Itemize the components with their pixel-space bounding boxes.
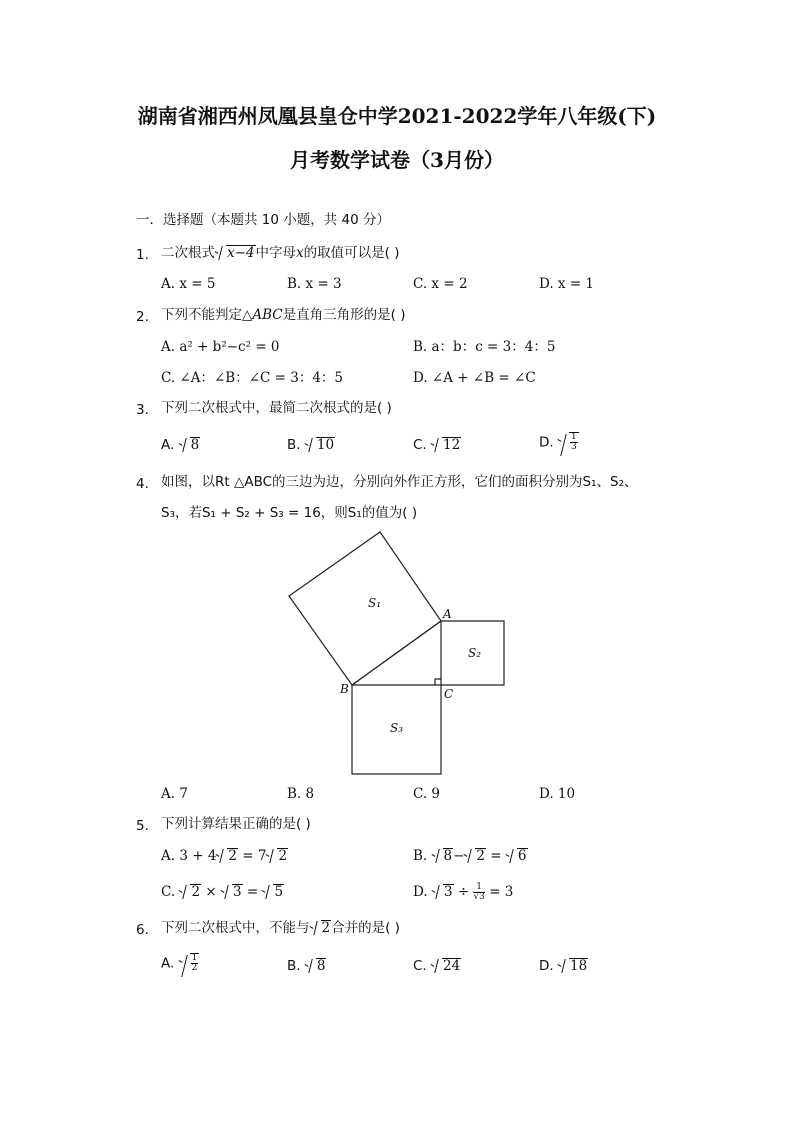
pythagoras-squares-figure (280, 525, 520, 780)
stem-text: 中字母 (255, 245, 297, 261)
question-stem: 下列计算结果正确的是( ) (161, 816, 311, 832)
label-s2: S₂ (468, 646, 482, 660)
option-label: C. (413, 958, 427, 974)
label-a: A (443, 607, 452, 621)
radicand: x−4 (227, 245, 255, 261)
triangle-label: △ABC (242, 307, 283, 323)
operator: = 7 (238, 848, 267, 864)
option-a[interactable] (161, 847, 288, 865)
option-d[interactable]: D. ∠A + ∠B = ∠C (413, 370, 536, 386)
radicand: 2 (321, 920, 331, 936)
option-b[interactable] (413, 847, 528, 865)
sqrt-expression (431, 436, 461, 454)
option-b[interactable] (287, 436, 335, 454)
operator: × (201, 884, 221, 900)
option-a[interactable] (161, 436, 200, 454)
option-a[interactable]: A. a² + b²−c² = 0 (161, 339, 280, 355)
question-number: 3. (136, 402, 149, 418)
stem-text: 合并的是( ) (331, 920, 400, 936)
radicand: 3 (232, 884, 242, 900)
sqrt-expression (431, 957, 461, 975)
operator: = (486, 848, 506, 864)
operator: ÷ (453, 884, 474, 900)
option-c[interactable] (161, 883, 284, 901)
radicand: 2 (191, 884, 201, 900)
option-c[interactable] (413, 957, 461, 975)
sqrt-expression (179, 883, 201, 901)
radicand: 8 (443, 848, 453, 864)
question-stem (161, 919, 400, 937)
option-d[interactable]: D. 10 (539, 786, 576, 802)
radicand: 3 (443, 884, 453, 900)
label-b: B (340, 682, 349, 696)
question-stem: 下列二次根式中，最简二次根式的是( ) (161, 400, 392, 416)
question-stem-line1: 如图，以Rt △ABC的三边为边，分别向外作正方形，它们的面积分别为S₁、S₂、 (161, 474, 638, 490)
denominator: 2 (191, 963, 198, 973)
stem-text: 是直角三角形的是( ) (282, 307, 406, 323)
radicand: 2 (278, 848, 288, 864)
sqrt-expression (305, 436, 335, 454)
option-label: C. (161, 884, 176, 900)
radicand: 6 (517, 848, 527, 864)
radicand: 5 (274, 884, 284, 900)
sqrt-expression (432, 883, 454, 901)
numerator: 1 (191, 953, 198, 963)
sqrt-expression (305, 957, 327, 975)
option-label: B. (287, 958, 301, 974)
operator: = 3 (484, 884, 514, 900)
option-a[interactable] (161, 953, 199, 973)
option-label: D. (413, 884, 428, 900)
stem-text: 二次根式 (161, 245, 215, 261)
radicand: 8 (190, 437, 200, 453)
label-s3: S₃ (390, 721, 404, 735)
radicand: 2 (228, 848, 237, 864)
operator: − (453, 848, 465, 864)
sqrt-expression (506, 847, 528, 865)
variable: x (296, 245, 304, 261)
sqrt-expression (179, 436, 201, 454)
numerator: 1 (570, 432, 577, 442)
hypotenuse-ab (352, 621, 441, 685)
option-label: D. (539, 434, 554, 451)
option-b[interactable]: B. 8 (287, 786, 315, 802)
option-label: D. (539, 958, 554, 974)
label-c: C (444, 687, 454, 701)
radicand: 2 (476, 848, 486, 864)
sqrt-expression (464, 847, 486, 865)
numerator: 1 (473, 883, 484, 893)
question-number: 6. (136, 922, 149, 938)
sqrt-expression (432, 847, 454, 865)
option-label: A. (161, 437, 175, 453)
sqrt-fraction (179, 953, 200, 973)
section-header: 一．选择题（本题共 10 小题，共 40 分） (136, 212, 391, 228)
radicand: 10 (316, 437, 335, 453)
exam-title-line1: 湖南省湘西州凤凰县皇仓中学2021-2022学年八年级(下) (137, 104, 657, 128)
label-s1: S₁ (368, 596, 382, 610)
question-stem (161, 244, 399, 262)
option-d[interactable] (539, 432, 579, 452)
option-a[interactable]: A. 7 (161, 786, 188, 802)
radicand: 12 (443, 437, 461, 453)
sqrt-expression (266, 847, 288, 865)
option-b[interactable]: B. a：b：c = 3：4：5 (413, 339, 556, 355)
square-s1 (289, 532, 441, 685)
option-label: B. (287, 437, 301, 453)
option-label: A. 3 + 4 (161, 848, 217, 864)
sqrt-expression (221, 883, 243, 901)
operator: = (242, 884, 263, 900)
option-d[interactable] (413, 883, 513, 902)
stem-text: 下列不能判定 (161, 307, 242, 323)
question-number: 5. (136, 818, 149, 834)
radicand: 8 (316, 958, 326, 974)
option-d[interactable]: D. x = 1 (539, 276, 595, 292)
sqrt-expression (215, 244, 256, 262)
option-c[interactable] (413, 436, 461, 454)
stem-text: 的取值可以是( ) (303, 245, 400, 261)
option-c[interactable]: C. 9 (413, 786, 441, 802)
question-stem (161, 306, 405, 324)
option-label: B. (413, 848, 428, 864)
sqrt-fraction (558, 432, 579, 452)
option-label: A. (161, 955, 175, 972)
question-number: 2. (136, 309, 149, 325)
option-a[interactable]: A. x = 5 (161, 276, 216, 292)
option-d[interactable] (539, 957, 588, 975)
right-angle-mark (435, 679, 441, 685)
radicand: 18 (569, 958, 588, 974)
option-b[interactable] (287, 957, 326, 975)
question-number: 1. (136, 247, 149, 263)
sqrt-expression (558, 957, 588, 975)
sqrt-expression (262, 883, 284, 901)
stem-text: 下列二次根式中，不能与 (161, 920, 310, 936)
option-b[interactable]: B. x = 3 (287, 276, 342, 292)
denominator: 3 (570, 442, 577, 452)
option-c[interactable]: C. x = 2 (413, 276, 468, 292)
sqrt-expression (216, 847, 238, 865)
option-c[interactable]: C. ∠A：∠B：∠C = 3：4：5 (161, 370, 344, 386)
radicand: 24 (443, 958, 461, 974)
question-number: 4. (136, 476, 149, 492)
denominator: √3 (473, 892, 485, 902)
exam-title-line2: 月考数学试卷（3月份） (290, 148, 504, 172)
sqrt-expression (310, 919, 332, 937)
option-label: C. (413, 437, 427, 453)
question-stem-line2: S₃，若S₁ + S₂ + S₃ = 16，则S₁的值为( ) (161, 505, 418, 521)
